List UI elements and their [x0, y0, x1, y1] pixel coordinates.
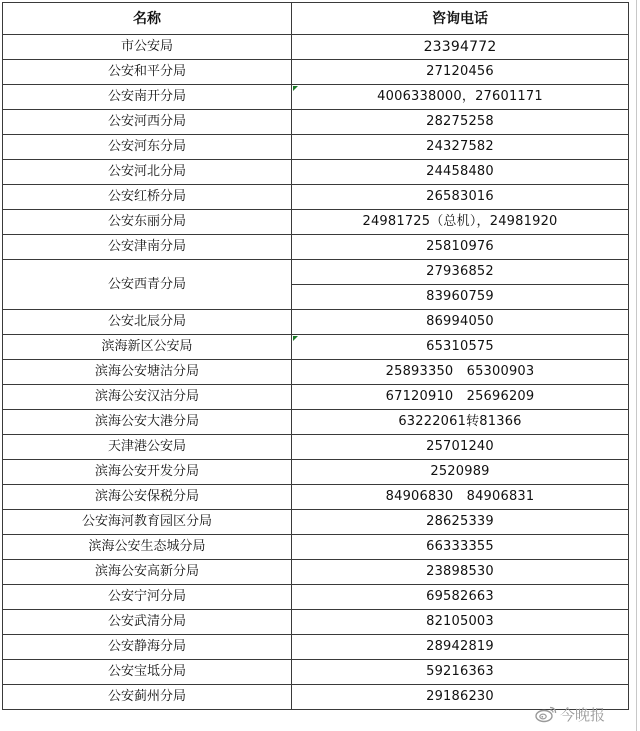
phone-number-cell: 2520989	[292, 460, 629, 485]
table-header-row	[3, 3, 629, 35]
table-row	[3, 210, 629, 235]
table-row	[3, 335, 629, 360]
station-name-cell: 公安红桥分局	[3, 185, 292, 210]
phone-number-cell: 25893350 65300903	[292, 360, 629, 385]
table-row	[3, 185, 629, 210]
table-row	[3, 85, 629, 110]
table-row	[3, 160, 629, 185]
station-name-cell: 公安宝坻分局	[3, 660, 292, 685]
header-name: 名称	[3, 3, 292, 35]
table-body	[3, 35, 629, 710]
phone-number-cell: 23898530	[292, 560, 629, 585]
table-row	[3, 410, 629, 435]
station-name-cell: 滨海公安高新分局	[3, 560, 292, 585]
station-name-cell: 公安东丽分局	[3, 210, 292, 235]
table-row	[3, 385, 629, 410]
station-name-cell: 公安河西分局	[3, 110, 292, 135]
phone-number-cell: 24458480	[292, 160, 629, 185]
phone-number-cell: 59216363	[292, 660, 629, 685]
phone-number-cell: 27120456	[292, 60, 629, 85]
station-name-cell: 市公安局	[3, 35, 292, 60]
table-row	[3, 610, 629, 635]
phone-number-cell: 29186230	[292, 685, 629, 710]
station-name-cell: 公安河东分局	[3, 135, 292, 160]
station-name-cell: 公安宁河分局	[3, 585, 292, 610]
phone-number-cell: 66333355	[292, 535, 629, 560]
phone-number-cell: 28275258	[292, 110, 629, 135]
station-name-cell: 公安河北分局	[3, 160, 292, 185]
station-name-cell: 公安津南分局	[3, 235, 292, 260]
table-row	[3, 310, 629, 335]
phone-number-cell: 27936852	[292, 260, 629, 285]
station-name-cell: 公安和平分局	[3, 60, 292, 85]
phone-number-cell: 26583016	[292, 185, 629, 210]
phone-number-cell: 25701240	[292, 435, 629, 460]
station-name-cell: 滨海公安开发分局	[3, 460, 292, 485]
weibo-watermark	[535, 703, 605, 725]
table-row	[3, 535, 629, 560]
phone-number-cell: 86994050	[292, 310, 629, 335]
station-name-cell: 公安西青分局	[3, 260, 292, 310]
table-row	[3, 60, 629, 85]
header-phone: 咨询电话	[292, 3, 629, 35]
station-name-cell: 公安蓟州分局	[3, 685, 292, 710]
table-row	[3, 660, 629, 685]
phone-number-cell: 28625339	[292, 510, 629, 535]
cell-error-marker	[293, 336, 298, 341]
table-row	[3, 135, 629, 160]
cell-error-marker	[293, 86, 298, 91]
phone-number-cell: 65310575	[292, 335, 629, 360]
phone-number-cell: 24327582	[292, 135, 629, 160]
phone-number-cell: 63222061转81366	[292, 410, 629, 435]
table-row	[3, 260, 629, 285]
sheet-edge-divider	[636, 0, 637, 731]
station-name-cell: 公安武清分局	[3, 610, 292, 635]
watermark-text: 今晚报	[560, 705, 606, 724]
station-name-cell: 公安静海分局	[3, 635, 292, 660]
phone-number-cell: 28942819	[292, 635, 629, 660]
table-row	[3, 235, 629, 260]
phone-number-cell: 25810976	[292, 235, 629, 260]
table-row	[3, 510, 629, 535]
table-row	[3, 485, 629, 510]
table-row	[3, 435, 629, 460]
station-name-cell: 滨海公安塘沽分局	[3, 360, 292, 385]
phone-number-cell: 23394772	[292, 35, 629, 60]
station-name-cell: 滨海公安生态城分局	[3, 535, 292, 560]
phone-number-cell: 69582663	[292, 585, 629, 610]
station-name-cell: 滨海公安汉沽分局	[3, 385, 292, 410]
station-name-cell: 公安南开分局	[3, 85, 292, 110]
station-name-cell: 公安北辰分局	[3, 310, 292, 335]
phone-number-cell: 83960759	[292, 285, 629, 310]
table-row	[3, 360, 629, 385]
station-name-cell: 公安海河教育园区分局	[3, 510, 292, 535]
phone-number-cell: 4006338000，27601171	[292, 85, 629, 110]
phone-number-cell: 82105003	[292, 610, 629, 635]
phone-number-cell: 24981725（总机），24981920	[292, 210, 629, 235]
police-phone-table	[2, 2, 629, 710]
table-row	[3, 635, 629, 660]
table-row	[3, 110, 629, 135]
station-name-cell: 滨海新区公安局	[3, 335, 292, 360]
weibo-logo-icon	[535, 705, 557, 723]
table-row	[3, 560, 629, 585]
station-name-cell: 滨海公安大港分局	[3, 410, 292, 435]
table-row	[3, 585, 629, 610]
table-row	[3, 35, 629, 60]
station-name-cell: 滨海公安保税分局	[3, 485, 292, 510]
phone-number-cell: 67120910 25696209	[292, 385, 629, 410]
phone-number-cell: 84906830 84906831	[292, 485, 629, 510]
station-name-cell: 天津港公安局	[3, 435, 292, 460]
table-row	[3, 460, 629, 485]
